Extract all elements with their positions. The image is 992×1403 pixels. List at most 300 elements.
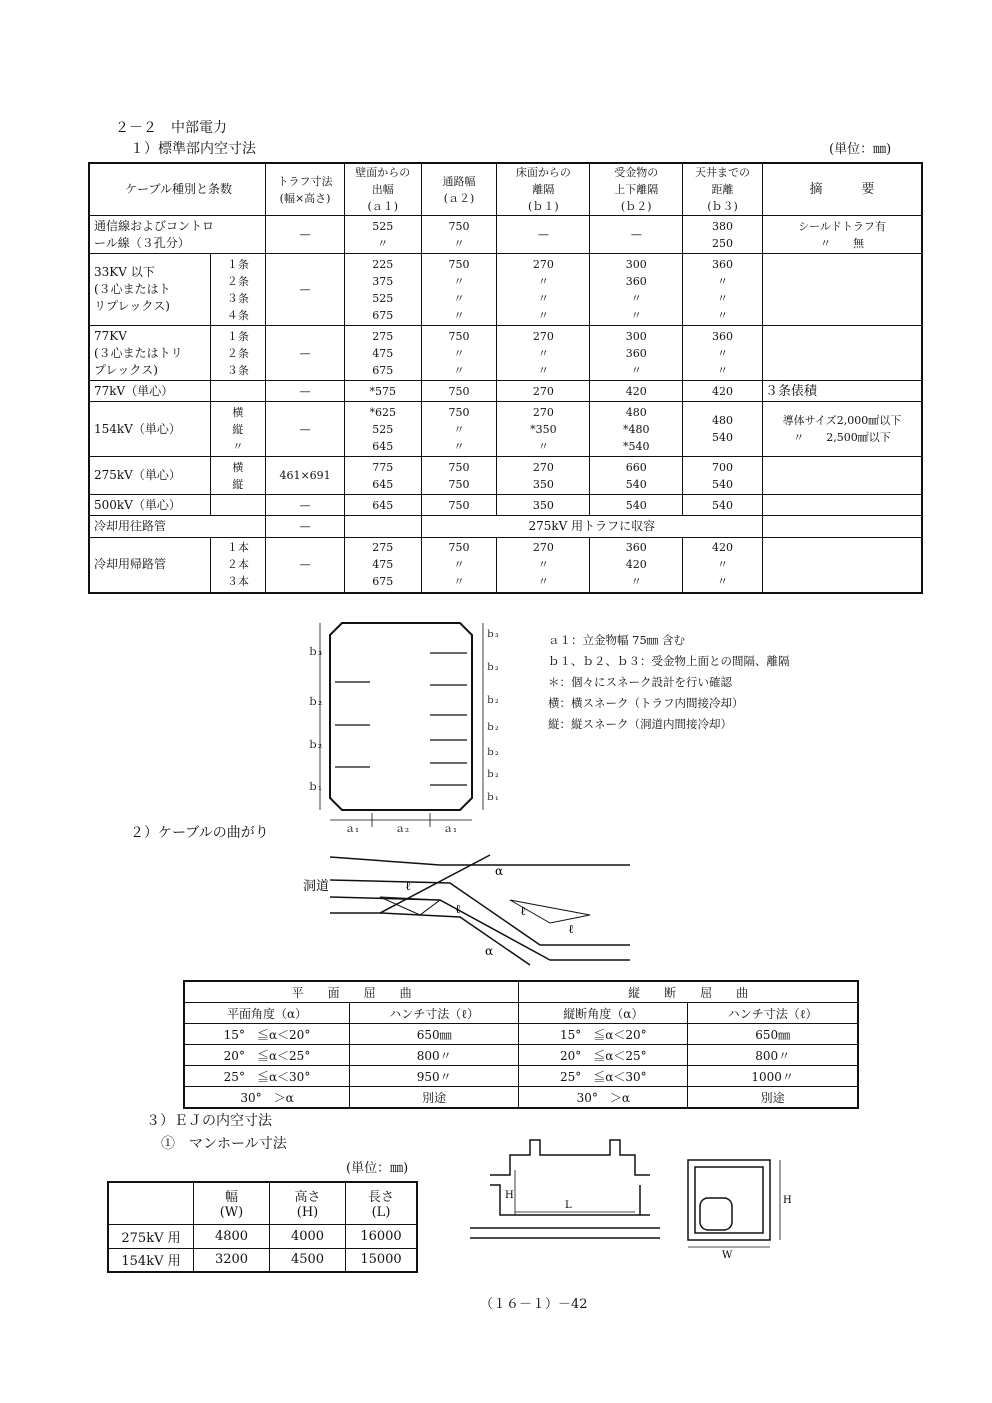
row-remarks-line: 〃 2,500㎟以下 [793,431,891,444]
table-row [89,216,922,254]
row-b1-line: 270 [532,257,554,271]
label-b2-right-3: ｂ₂ [486,723,499,733]
manhole-cell: 3200 [194,1248,270,1272]
row-a1-line: 275 [372,541,394,555]
bend-cell: 20° ≦α＜25° [519,1045,688,1066]
row-b1-line: — [537,228,549,241]
header-a1-line: 壁面からの [355,166,411,179]
subsection-title-manhole: ① マンホール寸法 [161,1136,287,1152]
row-b3-line: 〃 [717,346,729,360]
row-b1 [497,457,590,495]
row-a1 [344,402,421,457]
manhole-cell: 16000 [346,1224,418,1248]
header-trough-line: トラフ寸法 [277,174,333,188]
row-b3 [683,402,763,457]
row-b3-line: 〃 [717,291,729,305]
row-condition-line: １条 [226,329,249,343]
bend-cell: 15° ≦α＜20° [184,1024,350,1045]
row-a1 [344,538,421,593]
bend-cell: 30° ＞α [184,1087,350,1109]
row-b1 [497,254,590,326]
row-remarks-line: 〃 無 [819,236,864,250]
manhole-row [108,1224,417,1248]
row-name-line: 500kV（単心） [94,497,181,512]
note-item: ａ１：立金物幅 75㎜ 含む [548,633,685,647]
row-a2-line: 〃 [453,346,465,360]
row-b3-line: 360 [712,329,734,343]
row-condition-line: ４条 [226,308,249,322]
row-a1-line: 375 [372,274,394,288]
row-name [89,254,210,326]
notes-list [548,630,790,735]
row-b3-line: 〃 [717,558,729,572]
row-b1-line: 350 [532,477,554,491]
label-b1-right: ｂ₁ [486,793,499,803]
row-b1-line: 〃 [537,308,549,322]
bend-group-planar: 平 面 屈 曲 [184,981,519,1003]
row-b1 [497,495,590,516]
note-item: ＊：個々にスネーク設計を行い確認 [548,675,732,689]
row-b2-line: — [630,228,642,241]
row-trough: — [266,254,345,326]
row-b2 [590,402,683,457]
row-b2 [590,538,683,593]
row-b1-line: 〃 [537,558,549,572]
row-condition-line: ２本 [226,558,249,572]
alpha-top: α [495,864,504,878]
row-condition-line: ３条 [226,291,249,305]
ell-1: ℓ [405,879,411,893]
label-a2: ａ₂ [395,824,410,835]
row-a2-line: 〃 [453,363,465,377]
label-b2-right-5: ｂ₂ [486,770,499,780]
row-trough: — [266,402,345,457]
manhole-table [107,1181,418,1273]
label-b3-right: ｂ₃ [486,630,499,640]
row-a1-line: 675 [372,308,394,322]
row-condition [210,326,266,381]
row-name [89,216,266,254]
row-b2-line: 300 [625,257,647,271]
manhole-unit-label: (単位：㎜) [346,1161,409,1176]
row-a2 [421,381,497,402]
row-name [89,516,266,538]
ell-4: ℓ [568,922,574,936]
row-b3-line: 380 [712,219,734,233]
row-b3 [683,495,763,516]
bend-cell: 1000〃 [688,1066,858,1087]
row-a1 [344,457,421,495]
row-b2 [590,326,683,381]
manhole-cell: 4000 [270,1224,346,1248]
main-header-row [89,163,922,216]
header-b3-line: 距離 [711,183,734,196]
header-a2 [421,163,497,216]
row-b2 [590,457,683,495]
row-a1-line: 525 [372,219,394,233]
row-name-line: 33KV 以下 [94,265,155,279]
bend-col-vertical-angle: 縦断角度（α） [519,1003,688,1024]
row-condition-line: 〃 [232,439,244,453]
ell-3: ℓ [520,904,526,918]
cable-bend-table [183,980,859,1109]
row-a1 [344,254,421,326]
row-name-line: 77KV [94,328,127,343]
table-row [89,538,922,593]
row-a1-line: 645 [372,439,394,453]
row-a2 [421,216,497,254]
row-name [89,381,210,402]
row-b3-line: 480 [712,414,734,427]
unit-label: (単位：㎜) [829,142,892,157]
row-b3-line: 420 [712,384,734,398]
row-remarks [762,326,922,381]
row-a2 [421,326,497,381]
row-b3 [683,381,763,402]
row-a1-line: 645 [372,498,394,512]
row-b1 [497,381,590,402]
manhole-cell: 154kV 用 [108,1248,194,1272]
bend-group-vertical: 縦 断 屈 曲 [519,981,858,1003]
row-a2-line: 〃 [453,308,465,322]
row-a1-line: 225 [372,257,394,271]
row-a1-line: 675 [372,575,394,589]
row-b1-line: 〃 [537,291,549,305]
row-condition [210,402,266,457]
row-remarks-line: シールドトラフ有 [798,219,886,233]
header-a2-line: 通路幅 [442,174,476,188]
row-b2-line: 〃 [630,308,642,322]
bend-cell: 別途 [688,1087,858,1109]
row-a2-line: 750 [448,384,470,398]
label-b2-right-1: ｂ₂ [486,663,499,673]
row-b2-line: *540 [622,439,650,453]
row-b3-line: 540 [712,431,734,444]
bend-cell: 650㎜ [350,1024,519,1045]
row-b1 [497,216,590,254]
row-a2-line: 〃 [453,439,465,453]
header-cable-type: ケーブル種別と条数 [89,163,266,216]
row-b1-line: *350 [530,422,557,436]
row-a2 [421,495,497,516]
row-trough: — [266,216,345,254]
row-remarks [762,457,922,495]
row-b2-line: *480 [622,422,650,436]
row-b2 [590,495,683,516]
header-a1-line: (ａ１) [367,200,399,213]
row-b3-line: 〃 [717,274,729,288]
row-a2-line: 750 [448,405,470,419]
label-W: W [722,1250,733,1260]
row-a2-line: 750 [448,498,470,512]
row-remarks [762,216,922,254]
row-a2-line: 〃 [453,558,465,572]
bend-cell: 800〃 [350,1045,519,1066]
cable-bend-diagram [300,845,640,970]
note-item: 横：横スネーク（トラフ内間接冷却） [548,696,744,710]
row-condition-line: 横 [232,405,244,419]
row-condition-line: １条 [226,257,249,271]
row-a1-line: 525 [372,422,394,436]
label-H-front: H [783,1195,792,1206]
cross-section-diagram [300,615,500,840]
bend-cell: 25° ≦α＜30° [519,1066,688,1087]
mh-h-height: 高さ [294,1190,321,1206]
row-name-line: (３心またはトリ [94,345,183,360]
row-b3-line: 〃 [717,363,729,377]
row-remarks [762,495,922,516]
mh-h-width-sym: (W) [219,1205,244,1221]
subsection-title-standard-dimensions: １）標準部内空寸法 [130,141,256,157]
row-b2 [590,254,683,326]
manhole-cell: 4500 [270,1248,346,1272]
bend-cell: 650㎜ [688,1024,858,1045]
row-b3 [683,538,763,593]
row-a1-line: 775 [372,460,394,474]
mh-corner [108,1182,194,1224]
header-b2-line: 上下離隔 [614,183,659,196]
note-item: ｂ１、ｂ２、ｂ３：受金物上面との間隔、離隔 [548,654,790,668]
row-name [89,402,210,457]
bend-cell: 25° ≦α＜30° [184,1066,350,1087]
row-name [89,457,210,495]
header-trough [266,163,345,216]
row-a1-line: 525 [372,291,394,305]
row-trough: — [266,538,345,593]
row-remarks [762,402,922,457]
row-remarks-line: ３条俵積 [764,383,817,399]
row-remarks [762,538,922,593]
header-b3 [683,163,763,216]
row-condition-line: ３本 [226,575,249,589]
row-b1 [497,402,590,457]
row-a2-line: 750 [448,257,470,271]
row-b1-line: 〃 [537,346,549,360]
row-b1-line: 〃 [537,274,549,288]
table-row [89,254,922,326]
row-a1 [344,216,421,254]
label-b3-left: ｂ₃ [308,647,323,658]
row-a1-line: 275 [372,329,394,343]
row-b1-line: 270 [532,384,554,398]
row-b2-line: 420 [625,384,647,398]
row-trough: 461×691 [266,457,345,495]
bend-row [184,1045,858,1066]
row-name-line: 77kV（単心） [94,383,174,398]
row-b2-line: 480 [625,405,647,419]
table-row [89,402,922,457]
row-a1-line: *625 [369,405,397,419]
row-name-line: ール線（３孔分） [94,235,190,250]
mh-header-height [270,1182,346,1224]
row-a1-line: 675 [372,363,394,377]
row-a2-line: 750 [448,329,470,343]
row-b1 [497,538,590,593]
row-b3 [683,457,763,495]
row-condition-line: 縦 [232,422,244,436]
bend-cell: 15° ≦α＜20° [519,1024,688,1045]
label-L: L [565,1200,572,1211]
row-b1-line: 〃 [537,439,549,453]
row-b2 [590,381,683,402]
manhole-diagram [470,1130,800,1260]
table-row [89,381,922,402]
row-condition-line: ３条 [226,363,249,377]
row-b1-line: 〃 [537,363,549,377]
row-a2-line: 〃 [453,236,465,250]
row-trough: — [266,381,345,402]
label-b2-right-2: ｂ₂ [486,696,499,706]
row-b3 [683,216,763,254]
label-a1-left: ａ₁ [345,824,360,835]
row-name-line: 通信線およびコントロ [94,218,215,233]
row-a2-line: 750 [448,541,470,555]
manhole-cell: 4800 [194,1224,270,1248]
row-condition-line: ２条 [226,274,249,288]
header-b2-line: 受金物の [614,166,659,179]
row-a2 [421,538,497,593]
manhole-cell: 275kV 用 [108,1224,194,1248]
row-name [89,538,210,593]
ell-2: ℓ [455,902,461,916]
header-b1-line: 床面からの [515,166,571,179]
row-trough: — [266,326,345,381]
row-a1 [344,381,421,402]
mh-h-length-sym: (L) [371,1205,391,1221]
row-b1 [497,326,590,381]
header-a1 [344,163,421,216]
row-remarks-line: 導体サイズ2,000㎟以下 [782,414,902,427]
header-a2-line: (ａ２) [443,191,475,205]
row-b2-line: 660 [625,460,647,474]
row-remarks [762,516,922,538]
row-a2-line: 〃 [453,291,465,305]
bend-cell: 800〃 [688,1045,858,1066]
bend-cell: 20° ≦α＜25° [184,1045,350,1066]
row-condition [210,254,266,326]
bend-row [184,1087,858,1109]
bend-cell: 30° ＞α [519,1087,688,1109]
label-b2-left-2: ｂ₂ [308,740,323,751]
row-b3-line: 420 [712,541,734,555]
bend-col-vertical-haunch: ハンチ寸法（ℓ） [688,1003,858,1024]
row-a1-line: 〃 [377,236,389,250]
row-b3-line: 540 [712,477,734,491]
row-a2-line: 750 [448,477,470,491]
row-a2 [421,402,497,457]
row-a2-line: 750 [448,460,470,474]
row-name-line: 275kV（単心） [94,468,181,482]
row-a2-line: 750 [448,219,470,233]
header-a1-line: 出幅 [371,183,394,196]
bend-col-planar-angle: 平面角度（α） [184,1003,350,1024]
label-H-side: H [505,1190,514,1201]
row-a2-line: 〃 [453,274,465,288]
row-b2-line: 300 [625,329,647,343]
bend-col-planar-haunch: ハンチ寸法（ℓ） [350,1003,519,1024]
mh-h-width: 幅 [224,1190,238,1206]
row-b2-line: 〃 [630,575,642,589]
bend-row [184,1024,858,1045]
table-row [89,326,922,381]
row-a1 [344,326,421,381]
label-b2-left: ｂ₂ [308,697,323,708]
subsection-title-cable-bending: ２）ケーブルの曲がり [130,825,269,841]
row-trough: — [266,516,345,538]
row-condition [210,381,266,402]
header-b1 [497,163,590,216]
section-title: ２－２ 中部電力 [115,120,227,136]
row-b1-line: 270 [532,460,554,474]
row-b1-line: 〃 [537,575,549,589]
row-condition-line: 横 [232,460,244,474]
row-name-line: 冷却用往路管 [94,519,167,533]
row-name-line: 冷却用帰路管 [94,557,167,572]
row-b2-line: 360 [625,541,647,555]
table-row [89,495,922,516]
header-b1-line: (ｂ１) [528,200,559,213]
label-b1-left: ｂ₁ [308,782,323,793]
row-b1-line: 270 [532,405,554,419]
row-a1-line: 475 [372,346,394,360]
row-a1 [344,516,421,538]
row-a1-line: *575 [369,384,397,398]
row-a2-line: 〃 [453,575,465,589]
row-name-line: プレックス) [94,362,158,377]
row-a1-line: 645 [372,477,394,491]
manhole-cell: 15000 [346,1248,418,1272]
row-b3-line: 〃 [717,308,729,322]
row-remarks [762,254,922,326]
row-b3-line: 250 [712,236,734,250]
subsection-title-ej: ３）ＥＪの内空寸法 [146,1113,272,1129]
label-a1-right: ａ₁ [443,824,458,835]
row-b3 [683,326,763,381]
mh-h-length: 長さ [367,1190,394,1206]
header-b2 [590,163,683,216]
table-row [89,457,922,495]
row-condition-line: 縦 [232,477,244,491]
row-name-line: (３心またはト [94,282,171,296]
row-b2-line: 540 [625,498,647,512]
row-a1-line: 475 [372,558,394,572]
row-b2-line: 〃 [630,291,642,305]
bend-row [184,1066,858,1087]
row-name-line: リプレックス) [94,299,170,313]
row-b2-line: 〃 [630,363,642,377]
table-row [89,516,922,538]
row-condition [210,538,266,593]
row-a2-line: 〃 [453,422,465,436]
row-b2 [590,216,683,254]
row-condition [210,457,266,495]
row-condition-line: １本 [226,541,249,555]
row-b3-line: 700 [712,460,734,474]
row-b1-line: 270 [532,329,554,343]
mh-h-height-sym: (H) [296,1205,319,1221]
row-b2-line: 360 [625,346,647,360]
row-b1-line: 270 [532,541,554,555]
bend-cell: 別途 [350,1087,519,1109]
row-b2-line: 540 [625,477,647,491]
header-b1-line: 離隔 [532,183,555,196]
row-b1-line: 350 [532,498,554,512]
row-b3-line: 〃 [717,575,729,589]
mh-header-width [194,1182,270,1224]
header-b2-line: (ｂ２) [620,200,652,213]
page-footer: （１６－１）－42 [480,1297,588,1312]
row-a1 [344,495,421,516]
